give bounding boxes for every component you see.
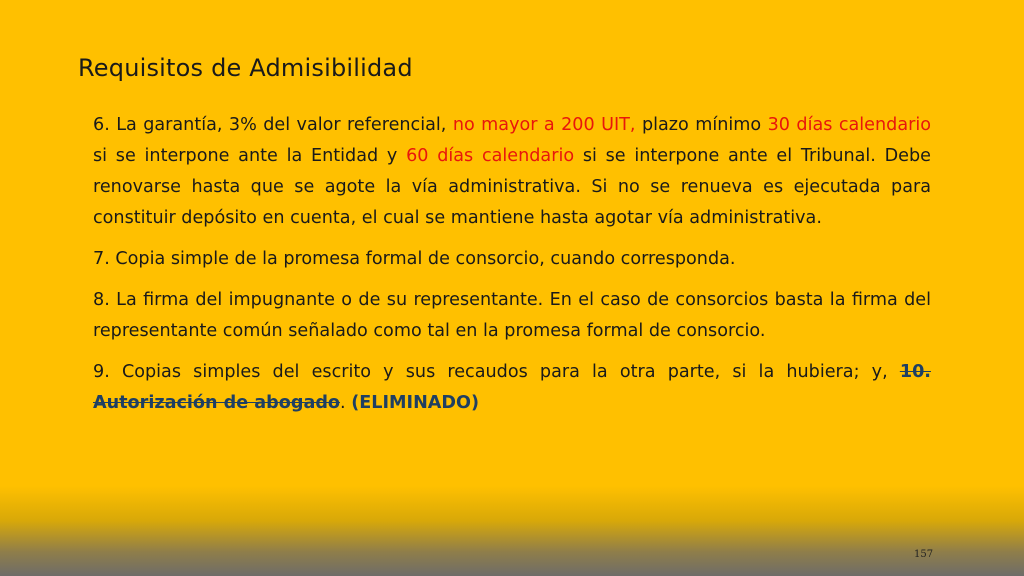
req6-highlight-60-days: 60 días calendario [406,146,575,166]
req6-highlight-30-days: 30 días calendario [767,115,931,135]
req9-text: 9. Copias simples del escrito y sus recaudos para la otra parte, si la hubiera; y, [93,362,900,382]
slide-title: Requisitos de Admisibilidad [78,54,413,82]
eliminated-label: (ELIMINADO) [351,393,480,413]
req6-text-3: si se interpone ante la Entidad y [93,146,407,166]
req6-text-2: plazo mínimo [635,115,768,135]
requirement-9 [93,357,931,419]
req6-text-4: si se interpone ante el Tribunal. Debe renovarse hasta que se agote la vía administrativa. Si no se renueva es ejecutada para constituir depósito en cuenta, el cual se mantiene hasta agotar vía administrativa. [93,146,931,228]
requirement-7: 7. Copia simple de la promesa formal de consorcio, cuando corresponda. [93,249,736,269]
req6-text-1: 6. La garantía, 3% del valor referencial, [93,115,453,135]
req10-struck-text: 10. Autorización de abogado [93,362,931,413]
page-number: 157 [914,549,934,560]
req6-highlight-200-uit: no mayor a 200 UIT, [452,115,636,135]
requirements-body [93,110,931,429]
req10-period: . [340,393,352,413]
requirement-8: 8. La firma del impugnante o de su representante. En el caso de consorcios basta la firma del representante común señalado como tal en la promesa formal de consorcio. [93,290,931,341]
requirement-6 [93,110,931,234]
